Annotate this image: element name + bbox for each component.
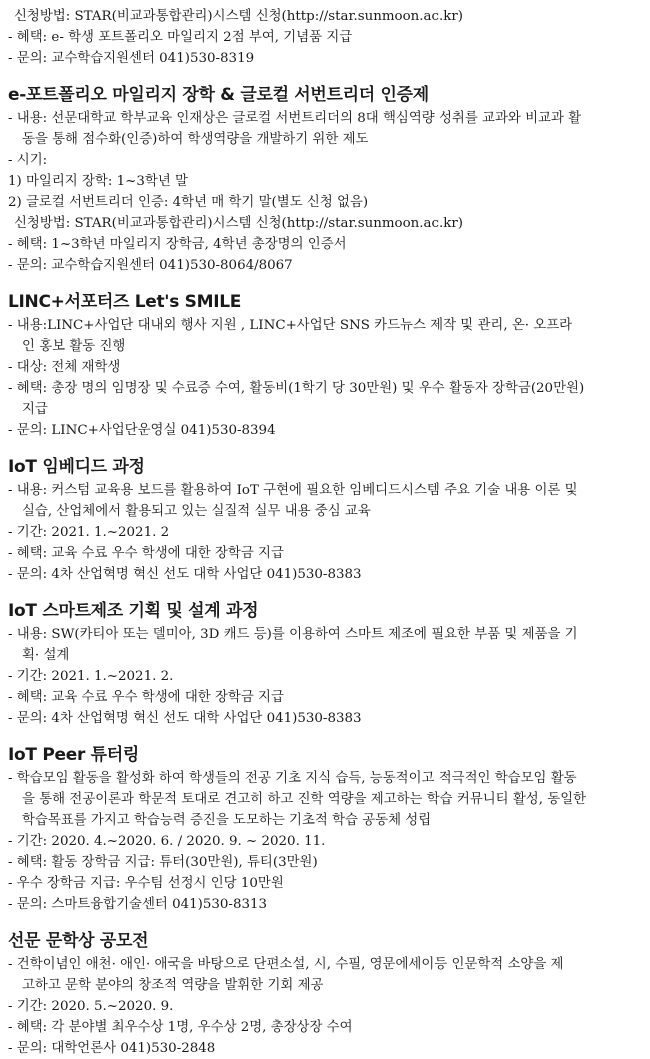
section-linc-supporters bbox=[8, 290, 642, 441]
section-title: IoT Peer 튜터링 bbox=[8, 745, 140, 765]
section-line: - 시기: bbox=[8, 153, 48, 168]
section-line: - 문의: 4차 산업혁명 혁신 선도 대학 사업단 041)530-8383 bbox=[8, 567, 362, 582]
section-line: 획· 설계 bbox=[22, 648, 70, 663]
section-line: - 대상: 전체 재학생 bbox=[8, 360, 121, 375]
section-line: - 문의: 4차 산업혁명 혁신 선도 대학 사업단 041)530-8383 bbox=[8, 711, 362, 726]
section-line: - 문의: 교수학습지원센터 041)530-8064/8067 bbox=[8, 258, 293, 273]
intro-line: - 혜택: e- 학생 포트폴리오 마일리지 2점 부여, 기념품 지급 bbox=[8, 30, 353, 45]
section-line: 학습목표를 가지고 학습능력 증진을 도모하는 기초적 학습 공동체 성립 bbox=[22, 813, 432, 828]
intro-line: - 문의: 교수학습지원센터 041)530-8319 bbox=[8, 51, 255, 66]
section-line: - 내용: SW(카티아 또는 델미아, 3D 캐드 등)를 이용하여 스마트 제조에 필요한 부품 및 제품을 기 bbox=[8, 627, 578, 642]
section-line: - 우수 장학금 지급: 우수팀 선정시 인당 10만원 bbox=[8, 876, 284, 891]
section-line: - 내용: 커스텀 교육용 보드를 활용하여 IoT 구현에 필요한 임베디드시스템 주요 기술 내용 이론 및 bbox=[8, 483, 578, 498]
section-line: - 혜택: 총장 명의 임명장 및 수료증 수여, 활동비(1학기 당 30만원) 및 우수 활동자 장학금(20만원) bbox=[8, 381, 585, 396]
intro-section bbox=[8, 6, 642, 69]
section-title: e-포트폴리오 마일리지 장학 & 글로컬 서번트리더 인증제 bbox=[8, 85, 429, 105]
section-literature-contest bbox=[8, 929, 642, 1059]
intro-line: 신청방법: STAR(비교과통합관리)시스템 신청(http://star.sunmoon.ac.kr) bbox=[14, 9, 464, 24]
section-line: 실습, 산업체에서 활용되고 있는 실질적 실무 내용 중심 교육 bbox=[22, 504, 371, 519]
section-line: - 학습모임 활동을 활성화 하여 학생들의 전공 기초 지식 습득, 능동적이고 적극적인 학습모임 활동 bbox=[8, 771, 577, 786]
section-line: - 문의: 대학언론사 041)530-2848 bbox=[8, 1041, 216, 1056]
section-iot-smart-manufacturing bbox=[8, 599, 642, 729]
section-line: 1) 마일리지 장학: 1~3학년 말 bbox=[8, 174, 188, 189]
section-line: - 문의: 스마트융합기술센터 041)530-8313 bbox=[8, 897, 268, 912]
section-title: 선문 문학상 공모전 bbox=[8, 931, 149, 951]
section-line: - 건학이념인 애천· 애인· 애국을 바탕으로 단편소설, 시, 수필, 영문에세이등 인문학적 소양을 제 bbox=[8, 957, 564, 972]
section-line: 동을 통해 점수화(인증)하여 학생역량을 개발하기 위한 제도 bbox=[22, 132, 369, 147]
section-title: LINC+서포터즈 Let's SMILE bbox=[8, 292, 242, 312]
section-title: IoT 스마트제조 기획 및 설계 과정 bbox=[8, 601, 259, 621]
section-line: - 내용: 선문대학교 학부교육 인재상은 글로컬 서번트리더의 8대 핵심역량 성취를 교과와 비교과 활 bbox=[8, 111, 582, 126]
section-line: - 혜택: 교육 수료 우수 학생에 대한 장학금 지급 bbox=[8, 690, 284, 705]
section-line: - 내용:LINC+사업단 대내외 행사 지원 , LINC+사업단 SNS 카드뉴스 제작 및 관리, 온· 오프라 bbox=[8, 318, 573, 333]
section-eportfolio bbox=[8, 83, 642, 276]
section-line: 2) 글로컬 서번트리더 인증: 4학년 매 학기 말(별도 신청 없음) bbox=[8, 195, 369, 210]
section-line: 고하고 문학 분야의 창조적 역량을 발휘한 기회 제공 bbox=[22, 978, 324, 993]
section-line: - 혜택: 각 분야별 최우수상 1명, 우수상 2명, 총장상장 수여 bbox=[8, 1020, 353, 1035]
section-line: 신청방법: STAR(비교과통합관리)시스템 신청(http://star.sunmoon.ac.kr) bbox=[14, 216, 464, 231]
section-line: - 기간: 2021. 1.~2021. 2 bbox=[8, 525, 170, 540]
section-title: IoT 임베디드 과정 bbox=[8, 457, 145, 477]
section-line: 인 홍보 활동 진행 bbox=[22, 339, 126, 354]
section-line: - 기간: 2020. 5.~2020. 9. bbox=[8, 999, 174, 1014]
section-line: 을 통해 전공이론과 학문적 토대로 견고히 하고 진학 역량을 제고하는 학습 커뮤니티 활성, 동일한 bbox=[22, 792, 587, 807]
section-iot-peer-tutoring bbox=[8, 743, 642, 915]
section-iot-embedded bbox=[8, 455, 642, 585]
section-line: - 혜택: 활동 장학금 지급: 튜터(30만원), 튜티(3만원) bbox=[8, 855, 318, 870]
section-line: - 기간: 2021. 1.~2021. 2. bbox=[8, 669, 174, 684]
section-line: - 문의: LINC+사업단운영실 041)530-8394 bbox=[8, 423, 276, 438]
section-line: - 혜택: 교육 수료 우수 학생에 대한 장학금 지급 bbox=[8, 546, 284, 561]
section-line: - 기간: 2020. 4.~2020. 6. / 2020. 9. ~ 2020. 11. bbox=[8, 834, 326, 849]
section-line: - 혜택: 1~3학년 마일리지 장학금, 4학년 총장명의 인증서 bbox=[8, 237, 347, 252]
section-line: 지급 bbox=[22, 402, 48, 417]
